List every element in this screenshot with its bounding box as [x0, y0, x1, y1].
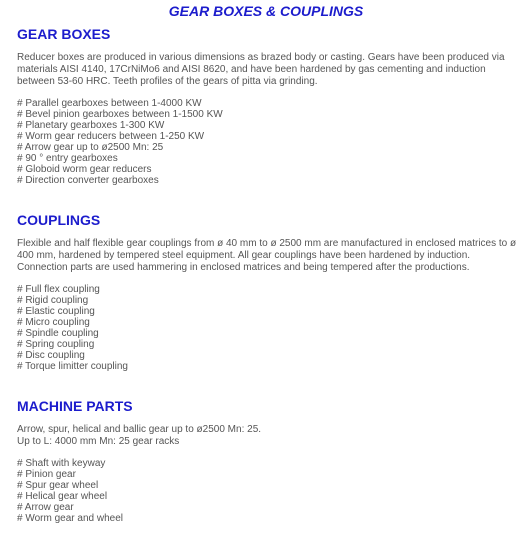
- list-item: # Spur gear wheel: [17, 480, 99, 491]
- list-item: # Torque limitter coupling: [17, 361, 128, 372]
- list-item: # Micro coupling: [17, 317, 90, 328]
- machine-parts-list: [17, 458, 519, 524]
- list-item: # Arrow gear up to ø2500 Mn: 25: [17, 142, 164, 153]
- list-item: # 90 ° entry gearboxes: [17, 153, 118, 164]
- machine-parts-description-line-2: Up to L: 4000 mm Mn: 25 gear racks: [17, 436, 180, 447]
- gear-boxes-section: [17, 26, 519, 186]
- list-item: # Pinion gear: [17, 469, 76, 480]
- list-item: # Spring coupling: [17, 339, 95, 350]
- list-item: # Disc coupling: [17, 350, 85, 361]
- list-item: # Parallel gearboxes between 1-4000 KW: [17, 98, 202, 109]
- list-item: # Helical gear wheel: [17, 491, 108, 502]
- list-item: # Arrow gear: [17, 502, 74, 513]
- page-title: GEAR BOXES & COUPLINGS: [168, 3, 364, 19]
- couplings-section: [17, 212, 519, 372]
- list-item: # Spindle coupling: [17, 328, 99, 339]
- couplings-heading: COUPLINGS: [17, 212, 101, 228]
- machine-parts-section: [17, 398, 519, 524]
- list-item: # Full flex coupling: [17, 284, 100, 295]
- list-item: # Worm gear reducers between 1-250 KW: [17, 131, 205, 142]
- machine-parts-description-line-1: Arrow, spur, helical and ballic gear up to ø2500 Mn: 25.: [17, 424, 262, 435]
- list-item: # Globoid worm gear reducers: [17, 164, 152, 175]
- machine-parts-description: [17, 424, 519, 448]
- gear-boxes-heading: GEAR BOXES: [17, 26, 111, 42]
- gear-boxes-description: Reducer boxes are produced in various dimensions as brazed body or casting. Gears have been produced via materials AISI 4140, 17CrNiMo6 and AISI 8620, and have been hardened by gas cementing and induction between 53-60 HRC. Teeth profiles of the gears of pitta via grinding.: [17, 52, 505, 87]
- list-item: # Planetary gearboxes 1-300 KW: [17, 120, 165, 131]
- machine-parts-heading: MACHINE PARTS: [17, 398, 133, 414]
- list-item: # Rigid coupling: [17, 295, 89, 306]
- list-item: # Elastic coupling: [17, 306, 95, 317]
- list-item: # Direction converter gearboxes: [17, 175, 159, 186]
- couplings-description: Flexible and half flexible gear couplings from ø 40 mm to ø 2500 mm are manufactured in enclosed matrices to ø 400 mm, hardened by tempered steel equipment. All gear couplings have been hardened by induction. Connection parts are used hammering in enclosed matrices and being tempered after the productions.: [17, 238, 517, 273]
- list-item: # Bevel pinion gearboxes between 1-1500 KW: [17, 109, 223, 120]
- couplings-list: [17, 284, 519, 372]
- list-item: # Shaft with keyway: [17, 458, 106, 469]
- list-item: # Worm gear and wheel: [17, 513, 123, 524]
- gear-boxes-list: [17, 98, 519, 186]
